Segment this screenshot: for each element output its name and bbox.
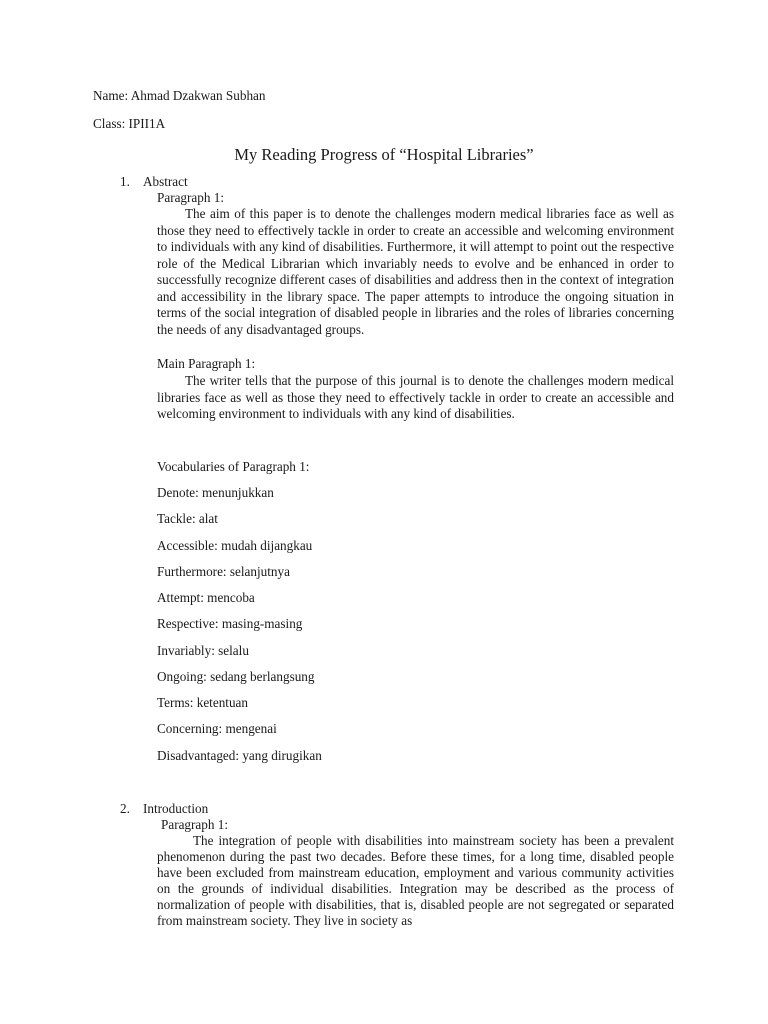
student-name: Name: Ahmad Dzakwan Subhan [93,88,266,103]
student-class: Class: IPII1A [93,116,166,131]
vocab-item: Tackle: alat [157,511,218,526]
section-1-number: 1. [120,174,130,189]
vocab-item: Invariably: selalu [157,643,249,658]
vocab-item: Terms: ketentuan [157,695,248,710]
vocab-item: Denote: menunjukkan [157,485,274,500]
vocab-item: Disadvantaged: yang dirugikan [157,748,322,763]
section-2-number: 2. [120,801,130,816]
section-1-main-text: The writer tells that the purpose of this journal is to denote the challenges modern medical libraries face as well as those they need to effectively tackle in order to create an accessible and welcoming environment to individuals with any kind of disabilities. [157,373,674,421]
vocab-item: Respective: masing-masing [157,616,303,631]
section-1-paragraph-text: The aim of this paper is to denote the challenges modern medical libraries face as well as those they need to effectively tackle in order to create an accessible and welcoming environment to individuals with any kind of disabilities. Furthermore, it will attempt to point out the respective role of the Medical Librarian which invariably needs to evolve and be enhanced in order to successfully recognize different cases of disabilities and address then in the context of integration and accessibility in the library space. The paper attempts to introduce the ongoing situation in terms of the social integration of disabled people in libraries and the roles of libraries concerning the needs of any disadvantaged groups. [157,206,674,337]
section-2-paragraph-label: Paragraph 1: [161,817,229,832]
section-1-paragraph-label: Paragraph 1: [157,190,225,205]
vocab-item: Attempt: mencoba [157,590,255,605]
section-1-main-label: Main Paragraph 1: [157,356,256,371]
section-1-heading: Abstract [143,174,188,189]
vocab-item: Ongoing: sedang berlangsung [157,669,315,684]
vocab-item: Concerning: mengenai [157,721,277,736]
section-2-paragraph-text: The integration of people with disabilities into mainstream society has been a prevalent phenomenon during the past two decades. Before these times, for a long time, disabled people have been excluded from mainstream education, employment and various community activities on the grounds of individual disabilities. Integration may be described as the process of normalization of people with disabilities, that is, disabled people are not segregated or separated from mainstream society. They live in society as [157,833,674,928]
section-2-heading: Introduction [143,801,209,816]
vocab-item: Furthermore: selanjutnya [157,564,290,579]
vocab-item: Accessible: mudah dijangkau [157,538,313,553]
document-title: My Reading Progress of “Hospital Libraries” [234,145,534,164]
vocab-heading: Vocabularies of Paragraph 1: [157,459,310,474]
